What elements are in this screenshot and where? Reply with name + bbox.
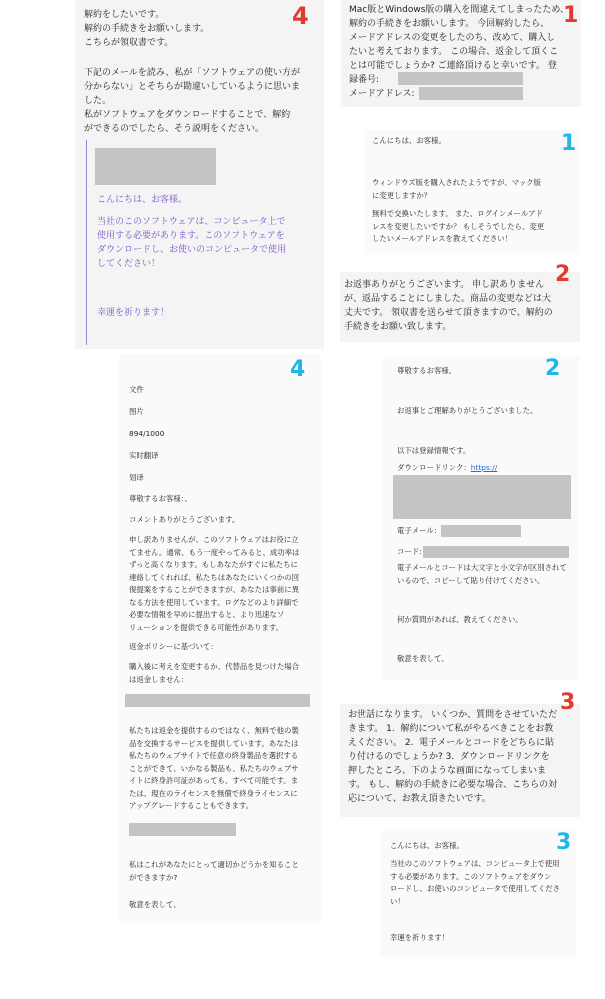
message-thanks: お返事とご理解ありがとうございました。 — [397, 406, 538, 415]
download-link[interactable]: https:// — [470, 463, 498, 472]
quote-bar — [86, 140, 87, 345]
message-paragraph: 無料で交換いたします。 また、ログインメールアド レスを変更したいですか？ もしそうでしたら、変更 したいメールアドレスを教えてください！ — [372, 209, 545, 243]
annotation-number: 1 — [561, 131, 577, 156]
annotation-number: 4 — [292, 2, 309, 30]
registration-heading: 以下は登録情報です。 — [397, 446, 471, 455]
redacted-field — [441, 525, 521, 537]
code-label: コード: — [397, 547, 422, 556]
message-body: 当社のこのソフトウェアは、コンピュータ上で使用 する必要があります。このソフトウェアをダウン ロードし、お使いのコンピュータで使用してくださ い！ — [390, 859, 560, 906]
message-body: お返事ありがとうございます。 申し訳ありません が、返品することにしました。商品の変更などは大 丈夫です。 領収書を送らせて頂きますので、解約の 手続きをお願い致します。 — [344, 280, 553, 332]
message-thanks: コメントありがとうございます。 — [129, 515, 240, 524]
message-card-d — [340, 272, 580, 342]
message-card-e — [119, 354, 321, 921]
menu-item: 图片 — [129, 407, 144, 416]
annotation-number: 3 — [556, 830, 572, 855]
message-paragraph: 私たちは返金を提供するのではなく、無料で他の製 品を交換するサービスを提供しています。あなたは 私たちのウェブサイトで任意の終身製品を選択する ことができて、いかなる製品も、私たちのウェブサ イトに終身許可証があっても、すべて可能です。ま たは、現在のライセンスを無償で終身ライセンスに アップグレードすることもできます。 — [129, 726, 299, 810]
message-card-c — [364, 130, 580, 255]
annotation-number: 1 — [563, 3, 579, 28]
email-label: メードアドレス: — [349, 89, 415, 99]
policy-heading: 返金ポリシーに基づいて： — [129, 642, 218, 651]
message-card-a — [75, 0, 324, 349]
download-row — [397, 462, 497, 475]
annotation-number: 2 — [545, 356, 561, 381]
message-card-g — [340, 704, 580, 817]
menu-item: 实时翻译 — [129, 451, 159, 460]
redacted-field — [419, 87, 523, 100]
message-paragraph: 解約をしたいです。 解約の手続きをお願いします。 こちらが領収書です。 — [84, 10, 210, 48]
message-body: お世話になります。 いくつか、質問をさせていただ きます。 1. 解約について私がやるべきことをお教 えください。 2. 電子メールとコードをどちらに貼 り付けるのでしょうか? 3. ダウンロードリンクを 押したところ、下のような画面になってしまいま す。 もし、解約の手続きに必要な場合、こちらの対 応について、お教え頂きたいです。 — [348, 710, 558, 804]
message-card-f — [383, 356, 579, 680]
message-question: 私はこれがあなたにとって適切かどうかを知ること ができますか? — [129, 860, 299, 882]
message-greeting: こんにちは、お客様。 — [390, 841, 464, 850]
quote-greeting: こんにちは、お客様。 — [97, 195, 188, 205]
message-closing: 敬意を表して、 — [397, 654, 449, 663]
redacted-field — [398, 72, 523, 85]
message-closing: 敬意を表して、 — [129, 900, 181, 909]
quote-sign: 幸運を祈ります！ — [97, 308, 170, 318]
redacted-field — [423, 546, 569, 558]
message-card-h — [380, 831, 576, 957]
redacted-image — [95, 148, 216, 185]
message-paragraph: 申し訳ありませんが、このソフトウェアはお役に立 てません。通常、もう一度やってみると、成功率は ずっと高くなります。もしあなたがすぐに私たちに 連絡してくれれば、私たちはあなたにいくつかの回 復提案をすることができますが、あなたは事前に異 なる方法を使用しています。ログなどのより詳細で 必要な情報を早めに提出すると、より迅速なソ リューションを提供できる可能性があります。 — [129, 535, 300, 632]
message-greeting: こんにちは、お客様。 — [372, 136, 446, 145]
message-paragraph: 下記のメールを読み、私が「ソフトウェアの使い方が 分からない」とそちらが勘違いしているように思いま した。 私がソフトウェアをダウンロードすることで、解約 ができるのでしたら、そう説明をください。 — [84, 68, 301, 134]
message-question: 何か質問があれば、教えてください。 — [397, 615, 523, 624]
quote-body: 当社のこのソフトウェアは、コンピュータ上で 使用する必要があります。このソフトウェアを ダウンロードし、お使いのコンピュータで使用 してください！ — [97, 217, 287, 269]
menu-item: 894/1000 — [129, 429, 165, 438]
message-greeting: 尊敬するお客様、 — [397, 366, 457, 375]
annotation-number: 4 — [290, 357, 306, 382]
note: 電子メールとコードは大文字と小文字が区別されて いるので、コピーして貼り付けてください。 — [397, 563, 567, 585]
policy-body: 購入後に考えを変更するか、代替品を見つけた場合 は返金しません： — [129, 662, 299, 684]
message-paragraph: ウィンドウズ版を購入されたようですが、マック版 に変更しますか？ — [372, 178, 542, 200]
message-card-b — [341, 0, 581, 107]
redacted-block — [125, 694, 310, 707]
menu-item: 划译 — [129, 473, 144, 482]
menu-item: 文件 — [129, 385, 144, 394]
email-label: 電子メール： — [397, 526, 442, 535]
annotation-number: 2 — [555, 262, 571, 287]
message-sign: 幸運を祈ります！ — [390, 933, 450, 942]
download-label: ダウンロードリンク： — [397, 463, 471, 472]
redacted-block — [129, 823, 236, 836]
message-body: Mac版とWindows版の購入を間違えてしまったため、 解約の手続きをお願いします。 今回解約したら、 メードアドレスの変更をしたのち、改めて、購入し たいと考えております。 この場合、返金して頂くこ とは可能でしょうか? ご連絡頂けると幸いです。 登 録番号: — [349, 5, 570, 85]
redacted-block — [393, 475, 571, 519]
annotation-number: 3 — [560, 690, 576, 715]
message-greeting: 尊敬するお客様：、 — [129, 494, 192, 503]
